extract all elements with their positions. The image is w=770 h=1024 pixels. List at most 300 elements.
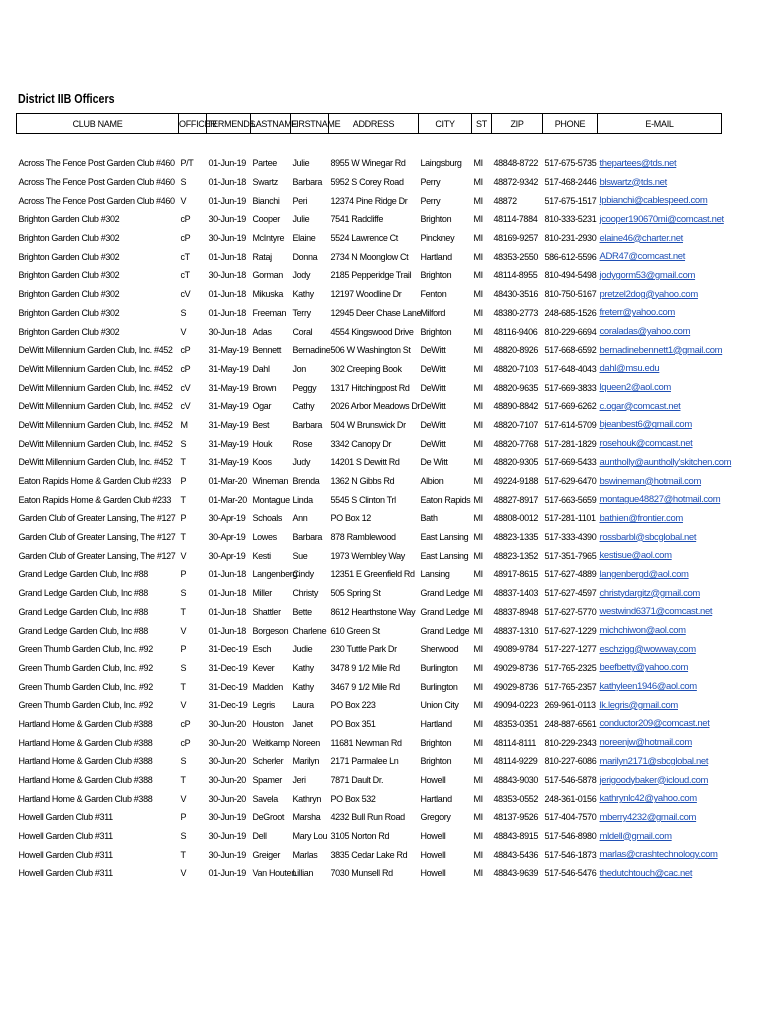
- cell-phone: 810-229-2343: [544, 737, 597, 748]
- cell-termends: 31-May-19: [208, 438, 249, 449]
- cell-club-name: DeWitt Millennium Garden Club, Inc. #452: [18, 438, 173, 449]
- table-row: [17, 322, 722, 341]
- cell-termends: 31-May-19: [208, 419, 249, 430]
- cell-email[interactable]: coraladas@yahoo.com: [599, 326, 691, 338]
- cell-address: 5952 S Corey Road: [330, 177, 404, 188]
- cell-st: MI: [473, 756, 483, 767]
- cell-city: Hartland: [420, 251, 452, 262]
- cell-lastname: Adas: [252, 326, 272, 337]
- cell-club-name: DeWitt Millennium Garden Club, Inc. #452: [18, 382, 173, 393]
- cell-officer: S: [180, 438, 187, 449]
- cell-zip: 48353-2550: [493, 251, 539, 262]
- cell-lastname: Best: [252, 419, 270, 430]
- cell-zip: 48820-7103: [493, 363, 539, 374]
- cell-email[interactable]: elaine46@charter.net: [599, 232, 683, 244]
- cell-zip: 49029-8736: [493, 662, 539, 673]
- table-row: [17, 715, 722, 734]
- header-address: ADDRESS: [329, 114, 419, 134]
- cell-lastname: Mikuska: [252, 289, 284, 300]
- cell-phone: 517-227-1277: [544, 644, 597, 655]
- cell-city: Lansing: [420, 569, 450, 580]
- cell-phone: 517-765-2357: [544, 681, 597, 692]
- cell-zip: 48872: [493, 195, 517, 206]
- cell-club-name: Howell Garden Club #311: [18, 849, 113, 860]
- cell-officer: V: [180, 868, 187, 879]
- cell-zip: 48837-8948: [493, 606, 539, 617]
- cell-city: Grand Ledge: [420, 606, 470, 617]
- cell-club-name: Across The Fence Post Garden Club #460: [18, 177, 175, 188]
- cell-city: DeWitt: [420, 382, 446, 393]
- cell-firstname: Bette: [292, 606, 312, 617]
- cell-st: MI: [473, 195, 483, 206]
- cell-termends: 31-May-19: [208, 401, 249, 412]
- cell-st: MI: [473, 681, 483, 692]
- table-row: [17, 472, 722, 491]
- cell-firstname: Rose: [292, 438, 313, 449]
- cell-address: 3105 Norton Rd: [330, 831, 390, 842]
- cell-phone: 517-675-1517: [544, 195, 597, 206]
- cell-email[interactable]: lk.legris@gmail.com: [599, 699, 678, 711]
- cell-firstname: Linda: [292, 494, 313, 505]
- table-row: [17, 453, 722, 472]
- cell-address: PO Box 532: [330, 793, 376, 804]
- cell-lastname: Langenberg: [252, 569, 298, 580]
- cell-email[interactable]: kathyleen1946@aol.com: [599, 681, 697, 693]
- cell-firstname: Jody: [292, 270, 311, 281]
- cell-lastname: Kever: [252, 662, 275, 673]
- cell-st: MI: [473, 718, 483, 729]
- cell-termends: 30-Jun-20: [208, 793, 246, 804]
- table-row: [17, 229, 722, 248]
- cell-email[interactable]: pretzel2dog@yahoo.com: [599, 288, 698, 300]
- cell-lastname: Borgeson: [252, 625, 289, 636]
- cell-termends: 01-Jun-18: [208, 569, 246, 580]
- cell-st: MI: [473, 625, 483, 636]
- cell-phone: 810-231-2930: [544, 233, 597, 244]
- table-row: [17, 397, 722, 416]
- cell-st: MI: [473, 326, 483, 337]
- cell-officer: cP: [180, 737, 191, 748]
- cell-city: Howell: [420, 849, 446, 860]
- cell-lastname: Gorman: [252, 270, 283, 281]
- cell-lastname: Greiger: [252, 849, 281, 860]
- cell-officer: cP: [180, 214, 191, 225]
- table-row: [17, 266, 722, 285]
- cell-st: MI: [473, 644, 483, 655]
- cell-termends: 31-May-19: [208, 345, 249, 356]
- cell-address: 12351 E Greenfield Rd: [330, 569, 415, 580]
- cell-email[interactable]: blswartz@tds.net: [599, 176, 667, 188]
- cell-club-name: Across The Fence Post Garden Club #460: [18, 158, 175, 169]
- cell-firstname: Coral: [292, 326, 313, 337]
- cell-club-name: Brighton Garden Club #302: [18, 289, 120, 300]
- cell-club-name: Brighton Garden Club #302: [18, 251, 120, 262]
- cell-email[interactable]: beefbetty@yahoo.com: [599, 662, 689, 674]
- table-row: [17, 845, 722, 864]
- cell-termends: 30-Jun-19: [208, 849, 246, 860]
- cell-firstname: Marlas: [292, 849, 318, 860]
- cell-lastname: Swartz: [252, 177, 278, 188]
- cell-lastname: Bennett: [252, 345, 282, 356]
- cell-lastname: Savela: [252, 793, 278, 804]
- cell-st: MI: [473, 345, 483, 356]
- cell-club-name: Across The Fence Post Garden Club #460: [18, 195, 175, 206]
- header-phone: PHONE: [543, 114, 598, 134]
- cell-email[interactable]: jerigoodybaker@icloud.com: [599, 774, 709, 786]
- cell-officer: T: [180, 681, 186, 692]
- cell-lastname: Schoals: [252, 513, 283, 524]
- cell-city: Grand Ledge: [420, 588, 470, 599]
- cell-club-name: Brighton Garden Club #302: [18, 214, 120, 225]
- cell-club-name: Hartland Home & Garden Club #388: [18, 775, 153, 786]
- table-row: [17, 864, 722, 883]
- table-row: [17, 771, 722, 790]
- table-row: [17, 434, 722, 453]
- cell-city: Milford: [420, 307, 446, 318]
- cell-termends: 30-Jun-19: [208, 812, 246, 823]
- cell-email[interactable]: bathien@frontier.com: [599, 512, 683, 524]
- cell-officer: S: [180, 307, 187, 318]
- cell-st: MI: [473, 419, 483, 430]
- cell-address: 2734 N Moonglow Ct: [330, 251, 409, 262]
- cell-zip: 48820-8926: [493, 345, 539, 356]
- table-row: [17, 154, 722, 173]
- cell-email[interactable]: kathrynlc42@yahoo.com: [599, 793, 697, 805]
- cell-lastname: Miller: [252, 588, 272, 599]
- cell-st: MI: [473, 289, 483, 300]
- cell-termends: 01-Mar-20: [208, 476, 247, 487]
- cell-city: Perry: [420, 177, 441, 188]
- cell-address: 1317 Hitchingpost Rd: [330, 382, 410, 393]
- cell-lastname: Dell: [252, 831, 267, 842]
- cell-email[interactable]: marlas@crashtechnology.com: [599, 849, 718, 861]
- table-row: [17, 584, 722, 603]
- cell-phone: 517-669-6262: [544, 401, 597, 412]
- cell-address: 610 Green St: [330, 625, 380, 636]
- cell-phone: 517-627-1229: [544, 625, 597, 636]
- cell-officer: cT: [180, 251, 190, 262]
- cell-club-name: Brighton Garden Club #302: [18, 326, 120, 337]
- cell-st: MI: [473, 662, 483, 673]
- cell-city: Howell: [420, 868, 446, 879]
- cell-termends: 30-Jun-19: [208, 831, 246, 842]
- cell-email[interactable]: lqueen2@aol.com: [599, 382, 671, 394]
- cell-lastname: Brown: [252, 382, 277, 393]
- cell-officer: cV: [180, 382, 191, 393]
- cell-email[interactable]: dahl@msu.edu: [599, 363, 660, 375]
- cell-firstname: Charlene: [292, 625, 327, 636]
- cell-st: MI: [473, 700, 483, 711]
- table-row: [17, 528, 722, 547]
- cell-st: MI: [473, 831, 483, 842]
- cell-club-name: Hartland Home & Garden Club #388: [18, 718, 153, 729]
- table-row: [17, 173, 722, 192]
- cell-firstname: Janet: [292, 718, 313, 729]
- cell-firstname: Mary Lou: [292, 831, 328, 842]
- header-email: E-MAIL: [598, 114, 722, 134]
- cell-lastname: Koos: [252, 457, 272, 468]
- cell-email[interactable]: bernadinebennett1@gmail.com: [599, 344, 723, 356]
- cell-email[interactable]: ADR47@comcast.net: [599, 251, 686, 263]
- cell-officer: P: [180, 513, 187, 524]
- cell-st: MI: [473, 588, 483, 599]
- cell-lastname: Scherler: [252, 756, 284, 767]
- blank-row: [17, 134, 722, 155]
- cell-email[interactable]: jcooper190670mi@comcast.net: [599, 213, 724, 225]
- cell-email[interactable]: bswineman@hotmail.com: [599, 475, 702, 487]
- cell-lastname: Wineman: [252, 476, 289, 487]
- cell-zip: 48827-8917: [493, 494, 539, 505]
- cell-club-name: DeWitt Millennium Garden Club, Inc. #452: [18, 345, 173, 356]
- cell-address: 12945 Deer Chase Lane: [330, 307, 422, 318]
- cell-firstname: Cindy: [292, 569, 314, 580]
- cell-termends: 31-Dec-19: [208, 644, 248, 655]
- cell-phone: 517-627-4889: [544, 569, 597, 580]
- cell-st: MI: [473, 214, 483, 225]
- cell-termends: 31-May-19: [208, 382, 249, 393]
- cell-officer: V: [180, 326, 187, 337]
- cell-phone: 517-281-1101: [544, 513, 596, 524]
- cell-st: MI: [473, 251, 483, 262]
- cell-firstname: Christy: [292, 588, 319, 599]
- cell-address: 2185 Pepperidge Trail: [330, 270, 412, 281]
- cell-firstname: Kathy: [292, 662, 314, 673]
- officers-table: [16, 113, 732, 883]
- cell-phone: 248-685-1526: [544, 307, 597, 318]
- cell-email[interactable]: lpbianchi@cablespeed.com: [599, 195, 708, 207]
- cell-termends: 30-Apr-19: [208, 550, 246, 561]
- cell-phone: 517-629-6470: [544, 476, 597, 487]
- cell-lastname: Van Houten: [252, 868, 296, 879]
- cell-email[interactable]: montague48827@hotmail.com: [599, 494, 721, 506]
- cell-address: 7030 Munsell Rd: [330, 868, 393, 879]
- cell-officer: S: [180, 662, 187, 673]
- cell-email[interactable]: mberry4232@gmail.com: [599, 811, 697, 823]
- cell-email[interactable]: c.ogar@comcast.net: [599, 400, 681, 412]
- cell-officer: P: [180, 476, 187, 487]
- cell-address: 3342 Canopy Dr: [330, 438, 392, 449]
- table-row: [17, 509, 722, 528]
- cell-officer: V: [180, 550, 187, 561]
- cell-officer: S: [180, 756, 187, 767]
- cell-address: 7871 Dault Dr.: [330, 775, 384, 786]
- cell-city: East Lansing: [420, 550, 469, 561]
- cell-phone: 517-765-2325: [544, 662, 597, 673]
- cell-city: Brighton: [420, 214, 452, 225]
- cell-address: 12197 Woodline Dr: [330, 289, 402, 300]
- table-row: [17, 341, 722, 360]
- cell-club-name: Green Thumb Garden Club, Inc. #92: [18, 662, 153, 673]
- header-st: ST: [472, 114, 492, 134]
- cell-lastname: Madden: [252, 681, 283, 692]
- cell-officer: cP: [180, 718, 191, 729]
- cell-address: 5545 S Clinton Trl: [330, 494, 396, 505]
- cell-st: MI: [473, 177, 483, 188]
- cell-address: 504 W Brunswick Dr: [330, 419, 406, 430]
- cell-address: 3467 9 1/2 Mile Rd: [330, 681, 400, 692]
- cell-email[interactable]: freterr@yahoo.com: [599, 307, 676, 319]
- table-row: [17, 191, 722, 210]
- header-termends: TERMENDS: [207, 114, 251, 134]
- cell-officer: cP: [180, 345, 191, 356]
- cell-city: Grand Ledge: [420, 625, 470, 636]
- cell-officer: T: [180, 457, 186, 468]
- cell-officer: cV: [180, 289, 191, 300]
- cell-phone: 517-675-5735: [544, 158, 597, 169]
- cell-email[interactable]: bjeanbest6@gmail.com: [599, 419, 692, 431]
- cell-termends: 31-Dec-19: [208, 700, 248, 711]
- cell-address: 1973 Wembley Way: [330, 550, 405, 561]
- cell-termends: 30-Jun-20: [208, 718, 246, 729]
- table-row: [17, 640, 722, 659]
- cell-phone: 517-468-2446: [544, 177, 597, 188]
- cell-termends: 01-Jun-18: [208, 251, 246, 262]
- cell-officer: S: [180, 831, 187, 842]
- cell-lastname: Rataj: [252, 251, 272, 262]
- cell-firstname: Kathy: [292, 289, 314, 300]
- cell-phone: 248-887-6561: [544, 718, 597, 729]
- table-row: [17, 247, 722, 266]
- cell-phone: 810-750-5167: [544, 289, 597, 300]
- cell-phone: 517-546-5878: [544, 775, 597, 786]
- cell-lastname: Houston: [252, 718, 284, 729]
- cell-firstname: Peggy: [292, 382, 317, 393]
- header-city: CITY: [419, 114, 472, 134]
- cell-club-name: Eaton Rapids Home & Garden Club #233: [18, 476, 171, 487]
- cell-address: 505 Spring St: [330, 588, 381, 599]
- cell-zip: 48843-9030: [493, 775, 539, 786]
- cell-zip: 48169-9257: [493, 233, 539, 244]
- cell-email[interactable]: westwind6371@comcast.net: [599, 606, 713, 618]
- header-lastname: LASTNAME: [251, 114, 291, 134]
- cell-officer: V: [180, 625, 187, 636]
- cell-firstname: Cathy: [292, 401, 315, 412]
- cell-city: Pinckney: [420, 233, 455, 244]
- table-row: [17, 603, 722, 622]
- cell-firstname: Elaine: [292, 233, 316, 244]
- cell-st: MI: [473, 233, 483, 244]
- cell-email[interactable]: christydargitz@gmail.com: [599, 587, 700, 599]
- cell-address: 302 Creeping Book: [330, 363, 402, 374]
- cell-address: 5524 Lawrence Ct: [330, 233, 398, 244]
- cell-lastname: Legris: [252, 700, 275, 711]
- cell-city: Gregory: [420, 812, 451, 823]
- cell-email[interactable]: thepartees@tds.net: [599, 157, 677, 169]
- cell-club-name: Grand Ledge Garden Club, Inc #88: [18, 625, 148, 636]
- cell-email[interactable]: langenbergd@aol.com: [599, 568, 689, 580]
- cell-firstname: Judy: [292, 457, 311, 468]
- cell-termends: 01-Jun-19: [208, 195, 246, 206]
- cell-zip: 48872-9342: [493, 177, 539, 188]
- cell-zip: 48430-3516: [493, 289, 539, 300]
- cell-st: MI: [473, 532, 483, 543]
- cell-email[interactable]: conductor209@comcast.net: [599, 718, 710, 730]
- cell-termends: 01-Jun-18: [208, 588, 246, 599]
- table-row: [17, 304, 722, 323]
- cell-address: 14201 S Dewitt Rd: [330, 457, 400, 468]
- cell-city: Eaton Rapids: [420, 494, 471, 505]
- cell-address: 2026 Arbor Meadows Dr: [330, 401, 421, 412]
- cell-officer: T: [180, 606, 186, 617]
- cell-club-name: Howell Garden Club #311: [18, 812, 113, 823]
- cell-email[interactable]: mldell@gmail.com: [599, 830, 672, 842]
- cell-phone: 517-333-4390: [544, 532, 597, 543]
- cell-city: Brighton: [420, 270, 452, 281]
- cell-officer: T: [180, 849, 186, 860]
- cell-firstname: Ann: [292, 513, 308, 524]
- cell-email[interactable]: jodygorm53@gmail.com: [599, 269, 696, 281]
- cell-zip: 48917-8615: [493, 569, 539, 580]
- cell-phone: 517-668-6592: [544, 345, 597, 356]
- cell-st: MI: [473, 382, 483, 393]
- cell-address: 3835 Cedar Lake Rd: [330, 849, 408, 860]
- cell-email[interactable]: noreenjw@hotmail.com: [599, 737, 692, 749]
- cell-firstname: Julie: [292, 158, 310, 169]
- cell-phone: 586-612-5596: [544, 251, 597, 262]
- cell-email[interactable]: auntholly@auntholly'skitchen.com: [599, 456, 732, 468]
- cell-phone: 810-333-5231: [544, 214, 597, 225]
- cell-club-name: DeWitt Millennium Garden Club, Inc. #452: [18, 457, 173, 468]
- cell-firstname: Peri: [292, 195, 308, 206]
- cell-email[interactable]: eschzigg@wowway.com: [599, 643, 696, 655]
- cell-city: Fenton: [420, 289, 447, 300]
- cell-email[interactable]: rosehouk@comcast.net: [599, 438, 693, 450]
- cell-termends: 01-Jun-18: [208, 177, 246, 188]
- cell-zip: 48848-8722: [493, 158, 539, 169]
- cell-lastname: Lowes: [252, 532, 277, 543]
- table-row: [17, 659, 722, 678]
- cell-zip: 48890-8842: [493, 401, 539, 412]
- header-zip: ZIP: [492, 114, 543, 134]
- header-club-name: CLUB NAME: [17, 114, 179, 134]
- cell-termends: 01-Jun-19: [208, 868, 246, 879]
- cell-email[interactable]: marilyn2171@sbcglobal.net: [599, 755, 709, 767]
- cell-email[interactable]: kestisue@aol.com: [599, 550, 672, 562]
- cell-termends: 30-Apr-19: [208, 513, 246, 524]
- table-row: [17, 621, 722, 640]
- cell-zip: 48820-7768: [493, 438, 539, 449]
- cell-zip: 48114-8955: [493, 270, 538, 281]
- cell-firstname: Noreen: [292, 737, 320, 748]
- cell-officer: T: [180, 775, 186, 786]
- cell-email[interactable]: thedutchtouch@cac.net: [599, 867, 693, 879]
- cell-city: Burlington: [420, 662, 458, 673]
- cell-email[interactable]: rossbarbl@sbcglobal.net: [599, 531, 697, 543]
- cell-officer: cP: [180, 363, 191, 374]
- cell-address: 506 W Washington St: [330, 345, 411, 356]
- cell-firstname: Jon: [292, 363, 306, 374]
- cell-zip: 49224-9188: [493, 476, 539, 487]
- cell-address: 11681 Newman Rd: [330, 737, 402, 748]
- cell-zip: 48808-0012: [493, 513, 539, 524]
- cell-email[interactable]: michchiwon@aol.com: [599, 625, 686, 637]
- cell-city: Hartland: [420, 793, 452, 804]
- cell-st: MI: [473, 513, 483, 524]
- cell-termends: 31-Dec-19: [208, 662, 248, 673]
- cell-zip: 48820-9635: [493, 382, 539, 393]
- cell-zip: 48114-8111: [493, 737, 537, 748]
- cell-city: Laingsburg: [420, 158, 462, 169]
- table-row: [17, 752, 722, 771]
- cell-phone: 517-614-5709: [544, 419, 597, 430]
- cell-address: 3478 9 1/2 Mile Rd: [330, 662, 400, 673]
- cell-address: 230 Tuttle Park Dr: [330, 644, 397, 655]
- cell-club-name: Brighton Garden Club #302: [18, 233, 120, 244]
- cell-officer: P: [180, 812, 187, 823]
- cell-club-name: DeWitt Millennium Garden Club, Inc. #452: [18, 419, 173, 430]
- cell-city: De Witt: [420, 457, 448, 468]
- table-row: [17, 360, 722, 379]
